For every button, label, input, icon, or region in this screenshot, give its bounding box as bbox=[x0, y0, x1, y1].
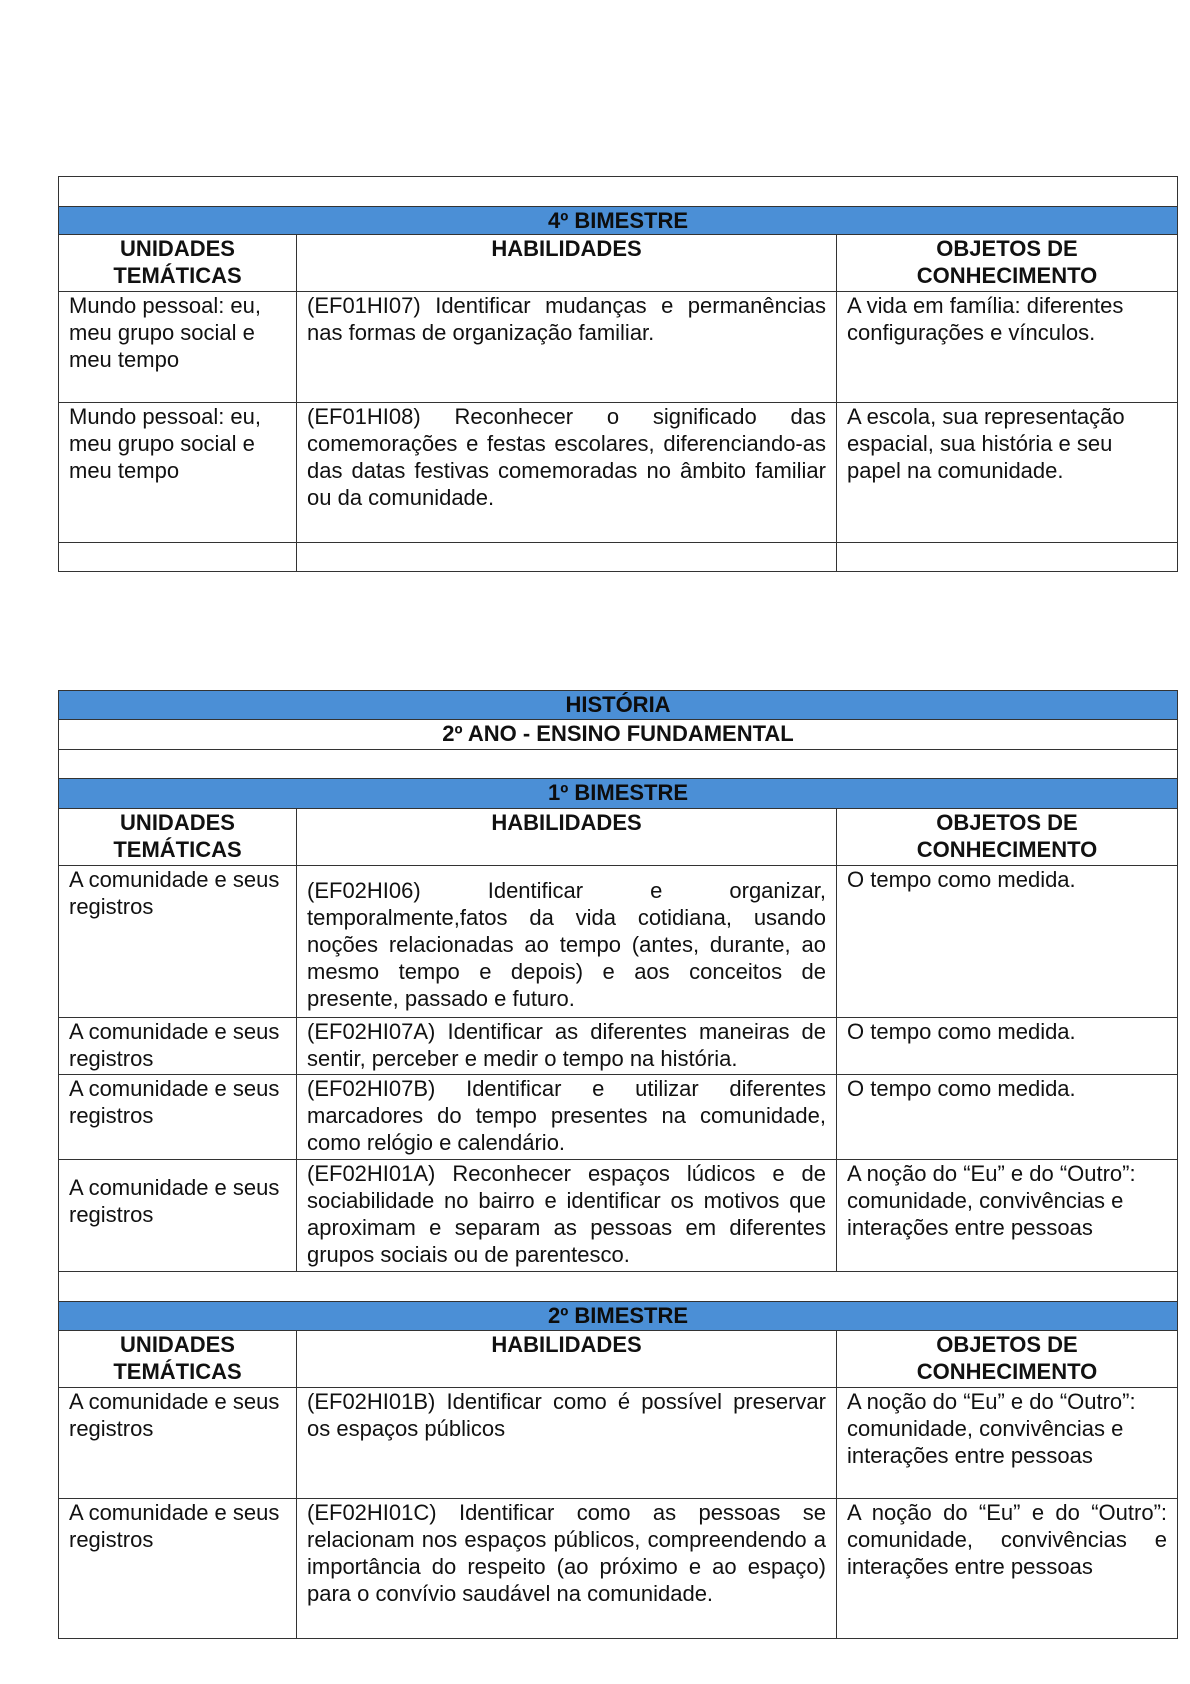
bimestre-band: 2º BIMESTRE bbox=[59, 1302, 1178, 1331]
unidade-cell: A comunidade e seus registros bbox=[59, 866, 297, 1018]
table-row bbox=[59, 866, 1178, 1018]
unidade-cell: A comunidade e seus registros bbox=[59, 1499, 297, 1639]
table-row bbox=[59, 1160, 1178, 1272]
column-header-unidades: UNIDADES TEMÁTICAS bbox=[59, 809, 297, 866]
table-row bbox=[59, 1388, 1178, 1499]
historia-2-ano-table bbox=[58, 690, 1178, 1639]
empty-cell bbox=[837, 543, 1178, 572]
table-row bbox=[59, 1075, 1178, 1160]
habilidade-cell: (EF02HI06) Identificar e organizar, temporalmente,fatos da vida cotidiana, usando noções relacionadas ao tempo (antes, durante, ao mesmo tempo e depois) e aos conceitos de presente, passado e futuro. bbox=[297, 866, 837, 1018]
habilidade-cell: (EF02HI01B) Identificar como é possível preservar os espaços públicos bbox=[297, 1388, 837, 1499]
table-row bbox=[59, 403, 1178, 543]
habilidade-cell: (EF02HI07A) Identificar as diferentes maneiras de sentir, perceber e medir o tempo na história. bbox=[297, 1018, 837, 1075]
empty-cell bbox=[59, 543, 297, 572]
unidade-cell: Mundo pessoal: eu, meu grupo social e meu tempo bbox=[59, 292, 297, 403]
empty-cell bbox=[297, 543, 837, 572]
column-header-objetos: OBJETOS DE CONHECIMENTO bbox=[837, 1331, 1178, 1388]
habilidade-cell: (EF01HI08) Reconhecer o significado das comemorações e festas escolares, diferenciando-as das datas festivas comemoradas no âmbito familiar ou da comunidade. bbox=[297, 403, 837, 543]
column-header-unidades: UNIDADES TEMÁTICAS bbox=[59, 1331, 297, 1388]
unidade-cell: A comunidade e seus registros bbox=[59, 1388, 297, 1499]
unidade-cell: Mundo pessoal: eu, meu grupo social e meu tempo bbox=[59, 403, 297, 543]
objeto-cell: A noção do “Eu” e do “Outro”: comunidade, convivências e interações entre pessoas bbox=[837, 1388, 1178, 1499]
habilidade-cell: (EF01HI07) Identificar mudanças e permanências nas formas de organização familiar. bbox=[297, 292, 837, 403]
unidade-cell: A comunidade e seus registros bbox=[59, 1018, 297, 1075]
table-row bbox=[59, 1018, 1178, 1075]
habilidade-cell: (EF02HI07B) Identificar e utilizar diferentes marcadores do tempo presentes na comunidade, como relógio e calendário. bbox=[297, 1075, 837, 1160]
column-header-habilidades: HABILIDADES bbox=[297, 1331, 837, 1388]
objeto-cell: O tempo como medida. bbox=[837, 866, 1178, 1018]
objeto-cell: A noção do “Eu” e do “Outro”: comunidade, convivências e interações entre pessoas bbox=[837, 1160, 1178, 1272]
column-header-unidades: UNIDADES TEMÁTICAS bbox=[59, 235, 297, 292]
blank-row bbox=[59, 1272, 1178, 1302]
bimestre-band: 4º BIMESTRE bbox=[59, 207, 1178, 235]
table-row bbox=[59, 292, 1178, 403]
habilidade-cell: (EF02HI01C) Identificar como as pessoas se relacionam nos espaços públicos, compreendendo a importância do respeito (ao próximo e ao espaço) para o convívio saudável na comunidade. bbox=[297, 1499, 837, 1639]
unidade-cell: A comunidade e seus registros bbox=[59, 1160, 297, 1272]
objeto-cell: A noção do “Eu” e do “Outro”: comunidade, convivências e interações entre pessoas bbox=[837, 1499, 1178, 1639]
unidade-cell: A comunidade e seus registros bbox=[59, 1075, 297, 1160]
column-header-objetos: OBJETOS DE CONHECIMENTO bbox=[837, 809, 1178, 866]
objeto-cell: O tempo como medida. bbox=[837, 1018, 1178, 1075]
ano-title: 2º ANO - ENSINO FUNDAMENTAL bbox=[59, 720, 1178, 750]
blank-row bbox=[59, 750, 1178, 779]
table-row bbox=[59, 1499, 1178, 1639]
objeto-cell: A vida em família: diferentes configurações e vínculos. bbox=[837, 292, 1178, 403]
objeto-cell: O tempo como medida. bbox=[837, 1075, 1178, 1160]
blank-row bbox=[59, 177, 1178, 207]
bimestre-band: 1º BIMESTRE bbox=[59, 779, 1178, 809]
disciplina-band: HISTÓRIA bbox=[59, 691, 1178, 720]
bimestre-4-table bbox=[58, 176, 1178, 572]
column-header-objetos: OBJETOS DE CONHECIMENTO bbox=[837, 235, 1178, 292]
objeto-cell: A escola, sua representação espacial, sua história e seu papel na comunidade. bbox=[837, 403, 1178, 543]
habilidade-cell: (EF02HI01A) Reconhecer espaços lúdicos e de sociabilidade no bairro e identificar os motivos que aproximam e separam as pessoas em diferentes grupos sociais ou de parentesco. bbox=[297, 1160, 837, 1272]
column-header-habilidades: HABILIDADES bbox=[297, 809, 837, 866]
column-header-habilidades: HABILIDADES bbox=[297, 235, 837, 292]
